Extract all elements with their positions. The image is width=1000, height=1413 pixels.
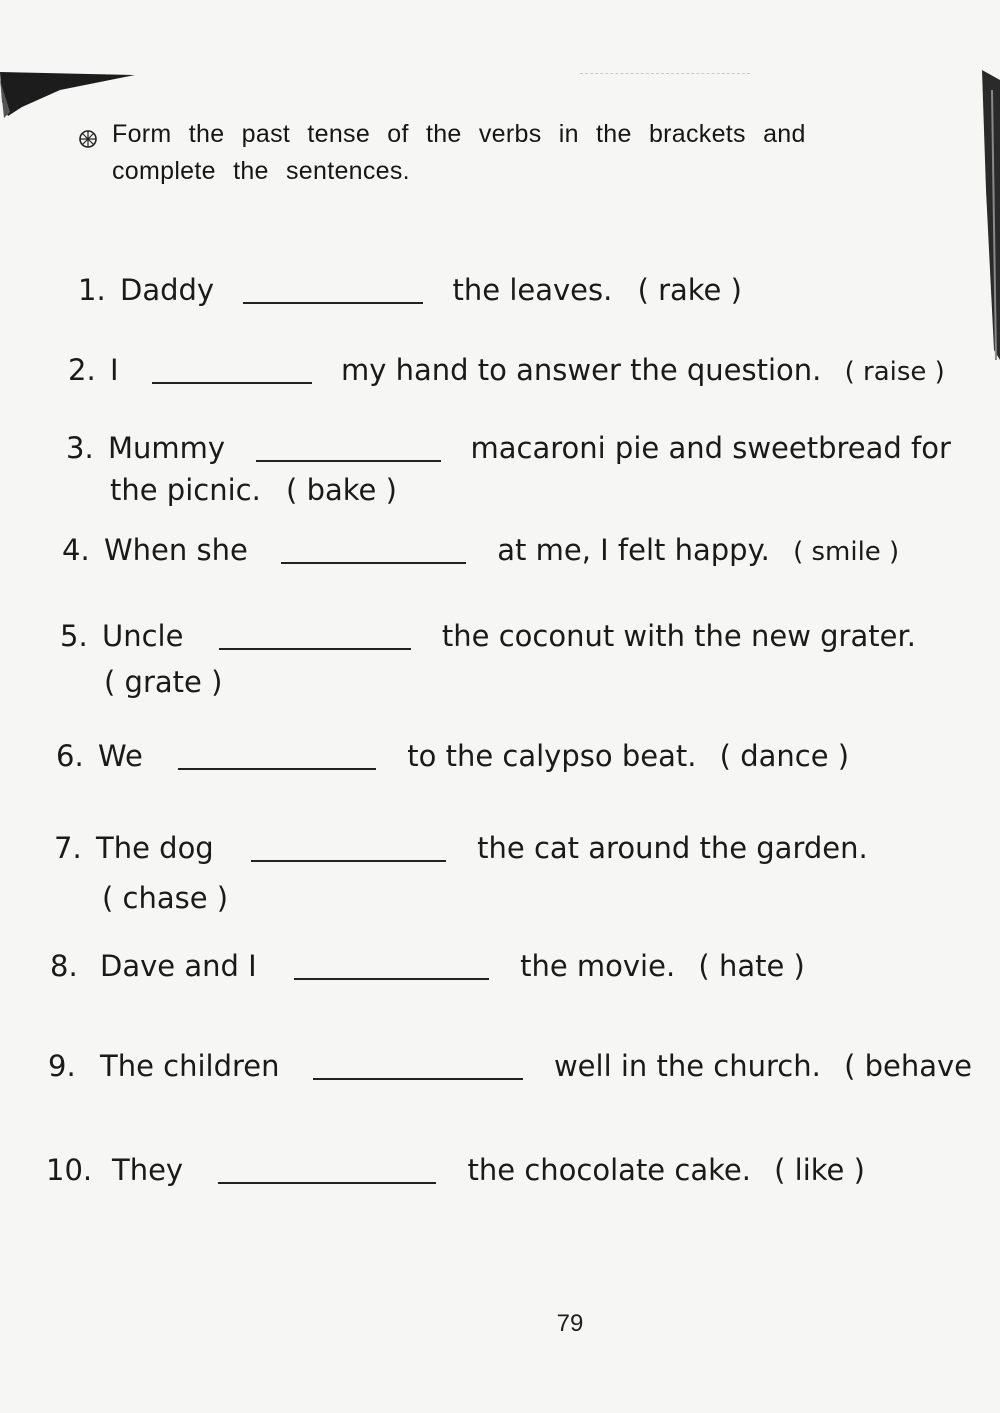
- question-lead-text: Mummy: [108, 431, 226, 465]
- question-trail-text: the leaves.: [452, 273, 613, 307]
- verb-hint: ( rake ): [637, 273, 742, 307]
- verb-hint: ( behave: [844, 1049, 972, 1083]
- verb-hint: ( bake ): [286, 473, 397, 507]
- verb-hint: ( smile ): [793, 537, 900, 567]
- question-4: [62, 524, 899, 578]
- question-3-continuation: [110, 464, 397, 516]
- question-lead-text: Uncle: [102, 619, 184, 653]
- question-9: [48, 1040, 972, 1092]
- answer-blank[interactable]: [281, 562, 466, 564]
- scan-corner-mark: [0, 72, 140, 122]
- verb-hint: ( dance ): [719, 739, 850, 773]
- question-number: 9.: [48, 1049, 76, 1083]
- answer-blank[interactable]: [251, 860, 446, 862]
- question-number: 1.: [78, 273, 106, 307]
- instruction: [78, 116, 878, 190]
- question-6: [56, 730, 849, 782]
- instruction-text: [112, 116, 806, 190]
- question-number: 2.: [68, 353, 96, 387]
- question-trail-text: macaroni pie and sweetbread for: [470, 431, 951, 465]
- question-8: [50, 940, 805, 992]
- verb-hint: ( raise ): [844, 357, 945, 387]
- question-number: 5.: [60, 619, 88, 653]
- answer-blank[interactable]: [178, 768, 376, 770]
- answer-blank[interactable]: [294, 978, 489, 980]
- verb-hint: ( hate ): [698, 949, 805, 983]
- question-number: 7.: [54, 831, 82, 865]
- question-trail-text: the movie.: [520, 949, 676, 983]
- flower-bullet-icon: [78, 129, 98, 149]
- question-5: [60, 610, 916, 662]
- question-lead-text: I: [110, 353, 119, 387]
- question-lead-text: The dog: [96, 831, 214, 865]
- question-trail-text: the coconut with the new grater.: [441, 619, 916, 653]
- answer-blank[interactable]: [313, 1078, 523, 1080]
- question-number: 10.: [46, 1153, 93, 1187]
- instruction-line-2: complete the sentences.: [112, 157, 410, 185]
- answer-blank[interactable]: [219, 648, 411, 650]
- question-lead-text: Dave and I: [100, 949, 257, 983]
- question-continuation-text: the picnic.: [110, 473, 261, 507]
- page-number: 79: [556, 1310, 584, 1337]
- verb-hint: ( grate ): [104, 665, 223, 699]
- question-lead-text: The children: [100, 1049, 280, 1083]
- question-number: 3.: [66, 431, 94, 465]
- question-trail-text: my hand to answer the question.: [341, 353, 822, 387]
- question-lead-text: They: [112, 1153, 184, 1187]
- question-trail-text: the cat around the garden.: [477, 831, 868, 865]
- question-lead-text: We: [98, 739, 143, 773]
- question-lead-text: When she: [104, 533, 248, 567]
- question-1: [78, 264, 742, 316]
- question-7: [54, 822, 868, 874]
- verb-hint: ( chase ): [102, 881, 229, 915]
- question-trail-text: well in the church.: [553, 1049, 821, 1083]
- question-5-continuation: [104, 656, 222, 708]
- verb-hint: ( like ): [774, 1153, 865, 1187]
- answer-blank[interactable]: [218, 1182, 436, 1184]
- scan-dash-line: [580, 73, 750, 74]
- answer-blank[interactable]: [152, 382, 312, 384]
- instruction-line-1: Form the past tense of the verbs in the brackets and: [112, 120, 806, 148]
- question-trail-text: at me, I felt happy.: [497, 533, 770, 567]
- question-number: 6.: [56, 739, 84, 773]
- question-2: [68, 344, 945, 398]
- scan-binding-edge: [970, 70, 1000, 360]
- question-lead-text: Daddy: [120, 273, 215, 307]
- question-10: [46, 1144, 865, 1196]
- answer-blank[interactable]: [243, 302, 423, 304]
- answer-blank[interactable]: [256, 460, 441, 462]
- question-number: 8.: [50, 949, 78, 983]
- question-number: 4.: [62, 533, 90, 567]
- question-trail-text: the chocolate cake.: [467, 1153, 751, 1187]
- question-7-continuation: [102, 872, 228, 924]
- question-trail-text: to the calypso beat.: [407, 739, 697, 773]
